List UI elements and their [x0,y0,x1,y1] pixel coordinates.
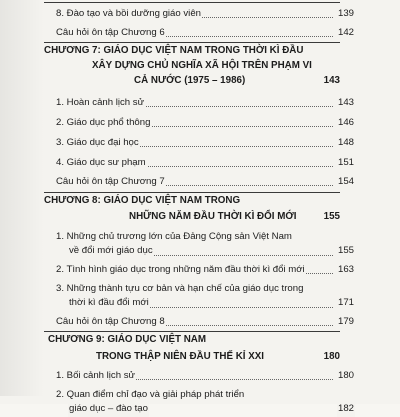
toc-entry-page: 143 [337,95,355,111]
toc-entry [55,25,355,41]
toc-entry-page: 180 [337,368,355,384]
chapter-page: 143 [323,75,340,86]
toc-entry-text: 2. Giáo dục phổ thông [55,115,151,131]
toc-entry-page: 155 [337,243,355,259]
toc-entry-text: 2. Quan điểm chỉ đạo và giải pháp phát triển [55,387,245,403]
chapter-9-heading [44,333,340,367]
toc-entry [55,368,355,384]
chapter-title-line: CHƯƠNG 9: GIÁO DỤC VIỆT NAM [48,334,206,345]
toc-entry-page: 148 [337,135,355,151]
toc-entry-page: 146 [337,115,355,131]
toc-entry [55,174,355,190]
toc-entry [55,229,355,259]
page-shadow [0,0,44,396]
chapter-title-line: XÂY DỰNG CHỦ NGHĨA XÃ HỘI TRÊN PHẠM VI [92,60,312,71]
toc-entry-text: 3. Những thành tựu cơ bản và hạn chế của giáo dục trong [55,281,304,297]
toc-entry-text: 4. Giáo dục sư phạm [55,155,147,171]
toc-entry-text: Câu hỏi ôn tập Chương 6 [55,25,166,41]
toc-entry-page: 163 [337,262,355,278]
toc-entry-text-cont: về đổi mới giáo dục [68,243,154,259]
toc-entry-page: 171 [337,295,355,311]
toc-entry-text: 3. Giáo dục đại học [55,135,140,151]
chapter-title-line: NHỮNG NĂM ĐẦU THỜI KÌ ĐỔI MỚI [129,211,297,222]
chapter-7-heading [44,44,340,92]
toc-entry-text: 2. Tình hình giáo dục trong những năm đầu thời kì đổi mới [55,262,306,278]
toc-entry [55,115,355,131]
toc-entry-page: 139 [337,6,355,22]
separator-line [44,42,340,43]
separator-line [44,192,340,193]
toc-entry-text: Câu hỏi ôn tập Chương 7 [55,174,166,190]
toc-entry [55,6,355,22]
chapter-title-line: CHƯƠNG 8: GIÁO DỤC VIỆT NAM TRONG [44,195,241,206]
toc-entry [55,281,355,311]
chapter-title-line: TRONG THẬP NIÊN ĐẦU THẾ KỈ XXI [96,351,265,362]
toc-entry-page: 142 [337,25,355,41]
chapter-title-line: CHƯƠNG 7: GIÁO DỤC VIỆT NAM TRONG THỜI KÌ ĐẦU [44,45,304,56]
toc-entry [55,155,355,171]
toc-entry-text: 1. Bối cảnh lịch sử [55,368,136,384]
toc-entry [55,262,355,278]
chapter-8-heading [44,194,340,226]
toc-entry-page: 182 [337,401,355,417]
toc-entry-page: 179 [337,314,355,330]
toc-entry-text-cont: thời kì đầu đổi mới [68,295,150,311]
chapter-page: 155 [323,211,340,222]
toc-entry-page: 154 [337,174,355,190]
separator-line [44,331,340,332]
toc-entry-text: 1. Những chủ trương lớn của Đảng Cộng sản Việt Nam [55,229,293,245]
separator-line [44,2,340,3]
toc-entry [55,95,355,111]
toc-entry [55,387,355,417]
toc-entry [55,135,355,151]
chapter-page: 180 [323,351,340,362]
toc-entry-text: Câu hỏi ôn tập Chương 8 [55,314,166,330]
toc-entry-text: 1. Hoàn cảnh lịch sử [55,95,145,111]
toc-entry-page: 151 [337,155,355,171]
toc-entry-text-cont: giáo dục – đào tạo [68,401,149,417]
toc-entry [55,314,355,330]
chapter-title-line: CẢ NƯỚC (1975 – 1986) [134,75,246,86]
toc-entry-text: 8. Đào tạo và bồi dưỡng giáo viên [55,6,202,22]
